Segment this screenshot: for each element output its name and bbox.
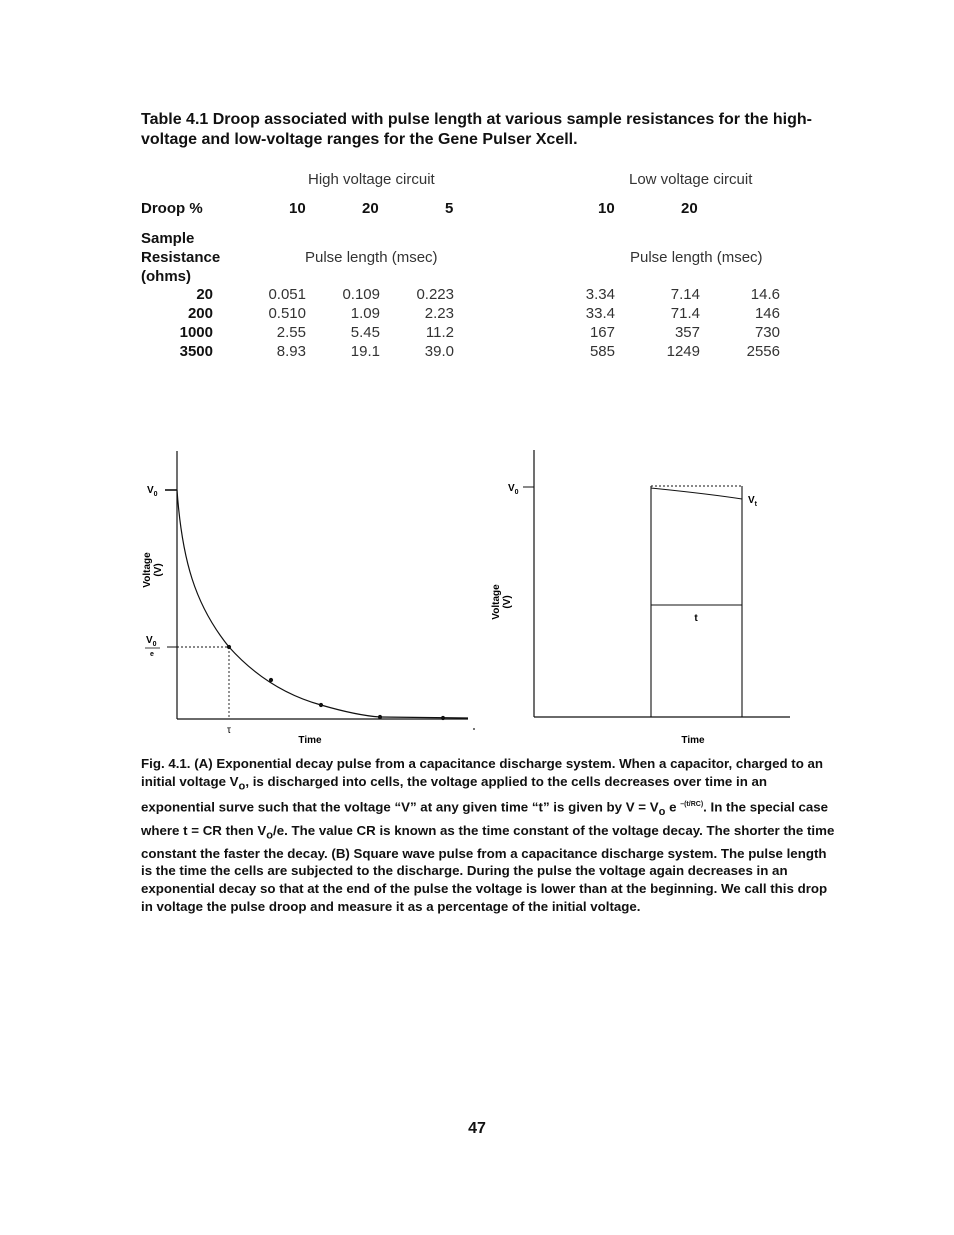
table-cell: 2556 <box>746 343 780 360</box>
figure-a-point <box>319 703 323 707</box>
table-cell: 5.45 <box>350 324 380 341</box>
figure-a-tau-label: τ <box>227 725 231 736</box>
table-cell: 14.6 <box>750 286 780 303</box>
table-cell: 357 <box>674 324 700 341</box>
figure-b-t-label: t <box>694 613 698 624</box>
low-droop-10: 10 <box>598 200 615 217</box>
high-voltage-header: High voltage circuit <box>308 171 435 188</box>
figure-caption: Fig. 4.1. (A) Exponential decay pulse from a capacitance discharge system. When a capacitor, charged to an initial voltage $V_o$, is discharged into cells, the voltage applied to the cells decreases over time in an exponential surve such that the voltage “V” at any given time “t” is given by $V = V_o$ e $^{-(t/RC)}$. In the special case where t = CR then $V_o/e$. The value CR is known as the time constant of the voltage decay. The shorter the time constant the faster the decay. (B) Square wave pulse from a capacitance discharge system. The pulse length is the time the cells are subjected to the discharge. During the pulse the voltage again decreases in an exponential decay so that at the end of the pulse the voltage is lower than at the beginning. We call this drop in voltage the pulse droop and measure it as a percentage of the initial voltage. <box>141 756 835 914</box>
figure-a-v0e-numerator: $V_0$ <box>146 635 157 648</box>
resistance-cell: 20 <box>196 286 213 303</box>
resistance-cell: 3500 <box>179 343 213 360</box>
high-droop-10: 10 <box>289 200 306 217</box>
figure-a-x-label: Time <box>298 735 322 746</box>
figure-a-y-unit: (V) <box>153 563 164 577</box>
figure-b-droop-curve <box>651 488 742 499</box>
table-cell: 146 <box>754 305 780 322</box>
figure-b-y-unit: (V) <box>502 595 513 609</box>
figure-a-point <box>441 716 445 720</box>
figure-a-decay-curve <box>177 490 468 718</box>
table-cell: 3.34 <box>585 286 615 303</box>
high-droop-20: 20 <box>362 200 379 217</box>
table-cell: 7.14 <box>670 286 700 303</box>
figure-b-x-label: Time <box>681 735 705 746</box>
figure-a-y-label: Voltage <box>142 552 153 588</box>
low-voltage-header: Low voltage circuit <box>629 171 753 188</box>
table-cell: 585 <box>589 343 615 360</box>
resistance-cell: 200 <box>187 305 213 322</box>
high-droop-5: 5 <box>445 200 454 217</box>
figure-a-point <box>269 678 273 682</box>
figure-b-v0-label: $V_0$ <box>508 483 519 496</box>
table-cell: 1249 <box>666 343 700 360</box>
table-cell: 0.223 <box>416 286 454 303</box>
table-cell: 167 <box>589 324 615 341</box>
table-cell: 0.109 <box>342 286 380 303</box>
resistance-cell: 1000 <box>179 324 213 341</box>
table-cell: 0.051 <box>268 286 306 303</box>
page-number: 47 <box>468 1120 486 1137</box>
figure-a-dot <box>473 728 475 730</box>
table-cell: 2.55 <box>276 324 306 341</box>
table-cell: 19.1 <box>350 343 380 360</box>
table-title: Table 4.1 Droop associated with pulse length at various sample resistances for the high-voltage and low-voltage ranges for the Gene Pulser Xcell. <box>141 111 812 148</box>
figure-a-point <box>378 715 382 719</box>
droop-label: Droop % <box>141 200 203 217</box>
figure-a-v0-label: $V_0$ <box>147 485 158 498</box>
table-cell: 11.2 <box>425 324 454 341</box>
figure-a-point <box>227 645 231 649</box>
table-cell: 730 <box>754 324 780 341</box>
table-cell: 8.93 <box>276 343 306 360</box>
table-cell: 0.510 <box>268 305 306 322</box>
figure-b-vt-label: $V_t$ <box>748 495 758 508</box>
table-cell: 71.4 <box>670 305 700 322</box>
high-pulse-length-label: Pulse length (msec) <box>305 249 438 266</box>
figure-a-v0e-denominator: e <box>150 651 154 658</box>
sample-label-line2: Resistance <box>141 249 221 266</box>
low-droop-20: 20 <box>681 200 698 217</box>
table-cell: 33.4 <box>585 305 615 322</box>
sample-label-line3: (ohms) <box>141 268 191 285</box>
figure-b-y-label: Voltage <box>491 584 502 620</box>
table-cell: 39.0 <box>424 343 454 360</box>
table-cell: 2.23 <box>424 305 454 322</box>
low-pulse-length-label: Pulse length (msec) <box>630 249 763 266</box>
sample-label-line1: Sample <box>141 230 195 247</box>
table-cell: 1.09 <box>350 305 380 322</box>
